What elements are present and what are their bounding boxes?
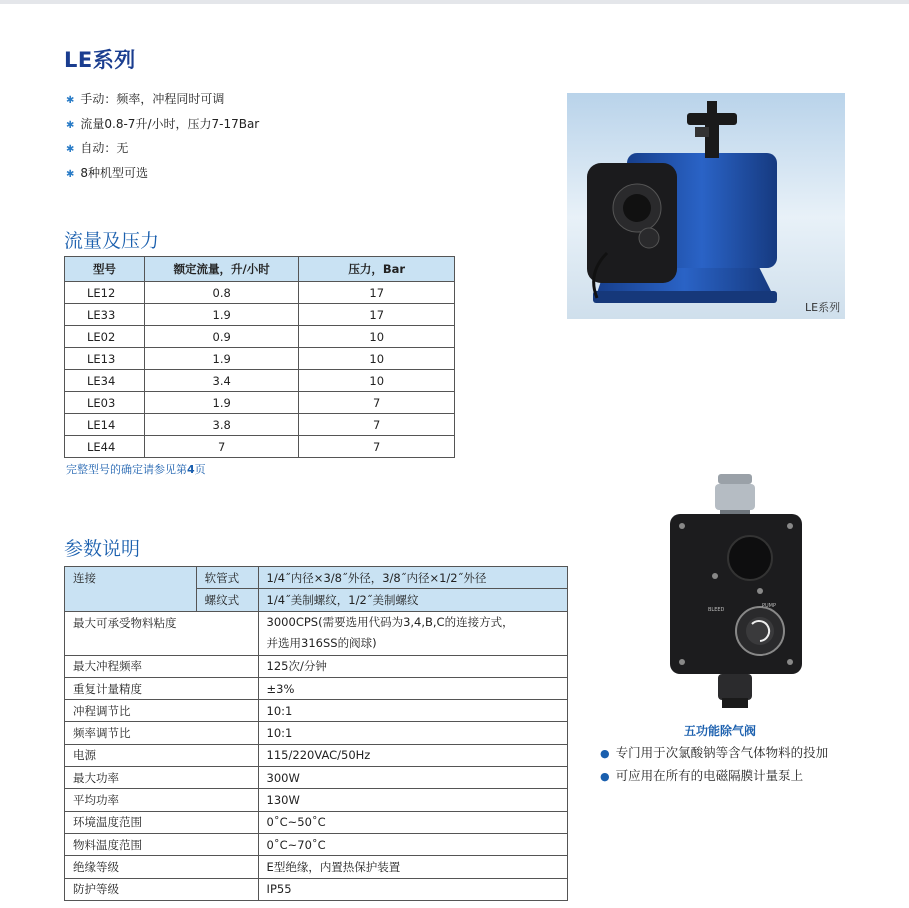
param-label: 平均功率 (65, 789, 259, 811)
param-label: 频率调节比 (65, 722, 259, 744)
table-row (65, 392, 455, 414)
model-cell: LE12 (65, 282, 145, 304)
top-divider (0, 0, 909, 4)
param-value: 10:1 (258, 722, 567, 744)
table-row (65, 767, 568, 789)
header-model: 型号 (65, 257, 145, 282)
param-label: 最大冲程频率 (65, 655, 259, 677)
table-row (65, 326, 455, 348)
param-label: 绝缘等级 (65, 856, 259, 878)
model-cell: LE34 (65, 370, 145, 392)
param-label: 最大功率 (65, 767, 259, 789)
param-label: 防护等级 (65, 878, 259, 900)
photo1-caption: LE系列 (805, 301, 841, 314)
param-label: 最大可承受物料粘度 (65, 611, 259, 655)
feature-item: ✱ 手动：频率，冲程同时可调 (66, 92, 225, 106)
param-label: 冲程调节比 (65, 700, 259, 722)
table-row (65, 700, 568, 722)
param-value: 0˚C~50˚C (258, 811, 567, 833)
hose-value: 1/4˝内径×3/8˝外径，3/8˝内径×1/2˝外径 (258, 567, 567, 589)
table-row (65, 282, 455, 304)
hose-label: 软管式 (196, 567, 258, 589)
pressure-cell: 17 (299, 282, 455, 304)
table-row (65, 414, 455, 436)
model-cell: LE03 (65, 392, 145, 414)
series-title: LE系列 (64, 48, 136, 72)
star-bullet-icon: ✱ (66, 119, 75, 131)
flow-cell: 0.9 (144, 326, 299, 348)
flow-section-title: 流量及压力 (64, 230, 160, 252)
model-cell: LE14 (65, 414, 145, 436)
feature-list (66, 88, 259, 186)
feature-item: ✱ 流量0.8-7升/小时，压力7-17Bar (66, 116, 260, 131)
flow-cell: 1.9 (144, 348, 299, 370)
star-bullet-icon: ✱ (66, 144, 75, 155)
parameter-table (64, 566, 568, 901)
flow-cell: 1.9 (144, 304, 299, 326)
param-section-title: 参数说明 (64, 538, 141, 560)
param-value: 125次/分钟 (258, 655, 567, 677)
table-row (65, 833, 568, 855)
param-label: 物料温度范围 (65, 833, 259, 855)
feature-item: ✱ 自动：无 (66, 141, 129, 155)
model-note: 完整型号的确定请参见第4页 (66, 463, 206, 476)
bleed-label: BLEED (708, 607, 725, 613)
table-row (65, 856, 568, 878)
star-bullet-icon: ✱ (66, 95, 75, 106)
connection-label: 连接 (65, 567, 197, 612)
flow-cell: 7 (144, 436, 299, 458)
bullet-icon: ● (600, 747, 610, 760)
star-bullet-icon: ✱ (66, 168, 75, 180)
table-row (65, 878, 568, 900)
flow-cell: 1.9 (144, 392, 299, 414)
param-value: E型绝缘，内置热保护装置 (258, 856, 567, 878)
table-row (65, 677, 568, 699)
header-pressure: 压力，Bar (299, 257, 455, 282)
param-value: 300W (258, 767, 567, 789)
valve-title: 五功能除气阀 (684, 724, 757, 738)
param-value: 3000CPS(需要选用代码为3,4,B,C的连接方式， 并选用316SS的阀球) (258, 611, 567, 655)
param-value: IP55 (258, 878, 567, 900)
param-value: 10:1 (258, 700, 567, 722)
flow-cell: 3.4 (144, 370, 299, 392)
thread-label: 螺纹式 (196, 589, 258, 611)
model-cell: LE13 (65, 348, 145, 370)
pump-label: PUMP (762, 603, 777, 609)
param-value: 0˚C~70˚C (258, 833, 567, 855)
table-row (65, 436, 455, 458)
thread-value: 1/4˝美制螺纹，1/2˝美制螺纹 (258, 589, 567, 611)
table-row (65, 811, 568, 833)
table-row (65, 304, 455, 326)
param-label: 环境温度范围 (65, 811, 259, 833)
pressure-cell: 17 (299, 304, 455, 326)
flow-cell: 0.8 (144, 282, 299, 304)
degassing-valve-photo (660, 466, 810, 712)
param-value: ±3% (258, 677, 567, 699)
flow-pressure-table (64, 256, 455, 458)
pressure-cell: 7 (299, 436, 455, 458)
table-row (65, 655, 568, 677)
pump-photo (567, 93, 845, 319)
model-cell: LE44 (65, 436, 145, 458)
pressure-cell: 7 (299, 392, 455, 414)
valve-feature-item: ● 可应用在所有的电磁隔膜计量泵上 (600, 768, 804, 783)
table-row (65, 789, 568, 811)
pressure-cell: 10 (299, 326, 455, 348)
table-row (65, 722, 568, 744)
table-row (65, 567, 568, 589)
feature-item: ✱ 8种机型可选 (66, 165, 149, 180)
model-cell: LE02 (65, 326, 145, 348)
model-cell: LE33 (65, 304, 145, 326)
pressure-cell: 7 (299, 414, 455, 436)
pressure-cell: 10 (299, 348, 455, 370)
table-row (65, 611, 568, 655)
header-flow: 额定流量，升/小时 (144, 257, 299, 282)
pressure-cell: 10 (299, 370, 455, 392)
table-row (65, 370, 455, 392)
flow-cell: 3.8 (144, 414, 299, 436)
table-row (65, 744, 568, 766)
table-header-row (65, 257, 455, 282)
param-label: 重复计量精度 (65, 677, 259, 699)
bullet-icon: ● (600, 770, 610, 783)
param-label: 电源 (65, 744, 259, 766)
param-value: 115/220VAC/50Hz (258, 744, 567, 766)
table-row (65, 348, 455, 370)
valve-feature-list (600, 742, 828, 788)
valve-feature-item: ● 专门用于次氯酸钠等含气体物料的投加 (600, 745, 829, 760)
param-value: 130W (258, 789, 567, 811)
